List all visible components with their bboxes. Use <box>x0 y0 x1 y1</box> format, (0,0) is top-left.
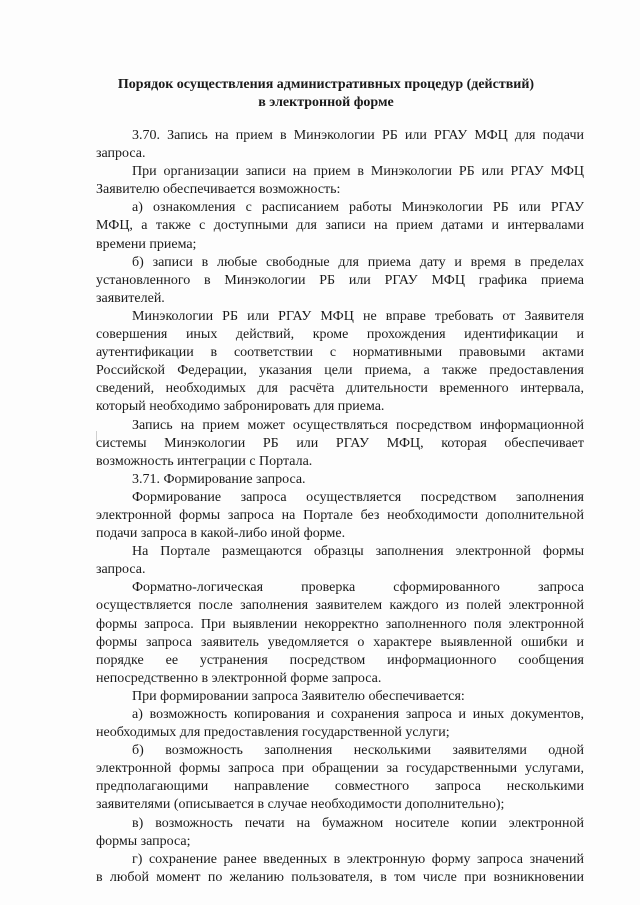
text-line: Российской Федерации, указания цели приема, а также предоставления <box>96 363 584 379</box>
title-line-1: Порядок осуществления административных процедур (действий) <box>117 77 535 92</box>
text-line: а) возможность копирования и сохранения запроса и иных документов, <box>132 707 584 722</box>
text-line: подачи запроса в какой-либо иной форме. <box>96 526 346 542</box>
text-line: времени приема; <box>96 236 197 252</box>
text-line: заявителями (описывается в случае необходимости дополнительно); <box>96 797 505 813</box>
text-line: При формировании запроса Заявителю обеспечивается: <box>132 688 465 704</box>
text-line: порядке ее устранения посредством информационного сообщения <box>96 652 584 668</box>
text-line: в любой момент по желанию пользователя, в том числе при возникновении <box>96 869 584 885</box>
text-line: б) возможность заполнения несколькими заявителями одной <box>132 743 584 759</box>
text-line: формы запроса. При выявлении некорректно заполненного поля электронной <box>96 616 584 632</box>
text-line: Минэкологии РБ или РГАУ МФЦ не вправе требовать от Заявителя <box>132 308 584 324</box>
text-line: г) сохранение ранее введенных в электронную форму запроса значений <box>132 851 584 867</box>
text-line: осуществляется после заполнения заявителем каждого из полей электронной <box>96 598 584 614</box>
text-line: запроса. <box>96 562 146 578</box>
text-line: 3.70. Запись на прием в Минэкологии РБ или РГАУ МФЦ для подачи <box>132 128 584 143</box>
text-line: При организации записи на прием в Минэкологии РБ или РГАУ МФЦ <box>132 164 584 180</box>
text-line: сведений, необходимых для расчёта длительности временного интервала, <box>96 381 584 397</box>
text-line: Форматно-логическая проверка сформированного запроса <box>132 580 584 596</box>
text-line: На Портале размещаются образцы заполнения электронной формы <box>132 544 584 560</box>
text-line: электронной формы запроса на Портале без необходимости дополнительной <box>96 507 584 523</box>
text-line: 3.71. Формирование запроса. <box>132 471 306 487</box>
text-line: Формирование запроса осуществляется посредством заполнения <box>132 489 584 505</box>
text-line: МФЦ, а также с доступными для записи на прием датами и интервалами <box>96 218 584 234</box>
text-line: формы запроса; <box>96 833 191 849</box>
text-line: который необходимо забронировать для приема. <box>96 399 385 415</box>
text-line: Заявителю обеспечивается возможность: <box>96 182 341 198</box>
text-line: заявителей. <box>96 290 165 306</box>
text-line: системы Минэкологии РБ или РГАУ МФЦ, которая обеспечивает <box>96 435 584 451</box>
text-line: аутентификации в соответствии с нормативными правовыми актами <box>96 345 584 361</box>
text-line: непосредственно в электронной форме запроса. <box>96 670 382 686</box>
text-line: формы запроса заявитель уведомляется о характере выявленной ошибки и <box>96 634 584 650</box>
text-line: совершения иных действий, кроме прохождения идентификации и <box>96 327 584 343</box>
text-line: запроса. <box>96 146 146 162</box>
document-title <box>96 76 556 112</box>
text-line: возможность интеграции с Портала. <box>96 453 313 469</box>
title-line-2: в электронной форме <box>258 95 394 110</box>
document-body <box>96 127 584 887</box>
text-line: электронной формы запроса при обращении за государственными услугами, <box>96 761 584 777</box>
text-line: Запись на прием может осуществляться посредством информационной <box>132 417 584 433</box>
text-line: а) ознакомления с расписанием работы Минэкологии РБ или РГАУ <box>132 200 584 216</box>
text-line: в) возможность печати на бумажном носителе копии электронной <box>132 815 584 831</box>
text-line: необходимых для предоставления государственной услуги; <box>96 725 450 741</box>
text-line: предполагающими направление совместного запроса несколькими <box>96 779 584 795</box>
text-line: установленного в Минэкологии РБ или РГАУ МФЦ графика приема <box>96 272 584 288</box>
text-line: б) записи в любые свободные для приема дату и время в пределах <box>132 254 584 270</box>
